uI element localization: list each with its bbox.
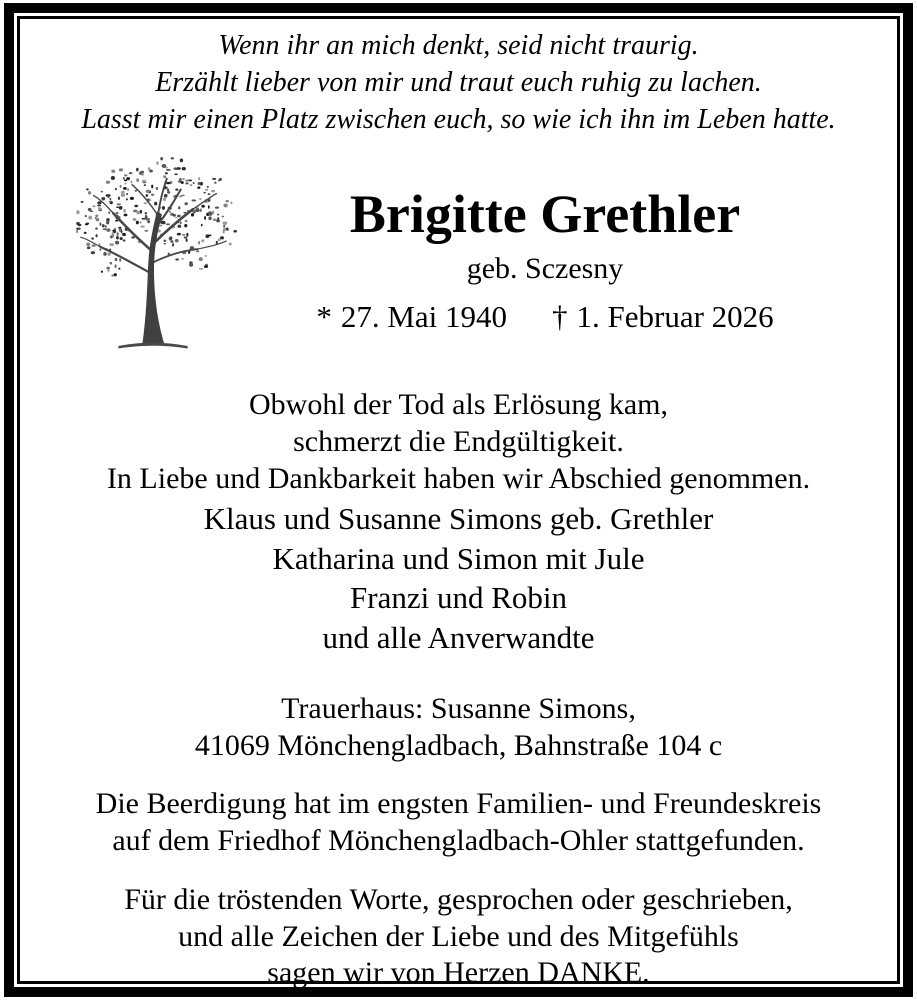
mourner-line: Klaus und Susanne Simons geb. Grethler	[203, 501, 714, 536]
epigraph-line: Erzählt lieber von mir und traut euch ruhig zu lachen.	[155, 67, 762, 98]
thanks-line: sagen wir von Herzen DANKE.	[267, 956, 650, 989]
thanks-line: und alle Zeichen der Liebe und des Mitgefühls	[178, 919, 739, 953]
burial-line: Die Beerdigung hat im engsten Familien- und Freundeskreis	[95, 787, 822, 820]
life-dates	[175, 298, 915, 336]
epigraph	[20, 27, 897, 138]
burial-line: auf dem Friedhof Mönchengladbach-Ohler stattgefunden.	[112, 823, 805, 857]
deceased-name: Brigitte Grethler	[349, 184, 741, 244]
birth-date-group	[316, 299, 507, 334]
mourners-list	[20, 499, 897, 657]
mourner-line: Franzi und Robin	[350, 580, 567, 615]
farewell-message	[20, 386, 897, 497]
farewell-line: In Liebe und Dankbarkeit haben wir Abschied genommen.	[106, 462, 811, 495]
birth-date: 27. Mai 1940	[340, 299, 508, 334]
mourner-line: Katharina und Simon mit Jule	[272, 540, 645, 576]
thanks-message	[20, 882, 897, 992]
death-date-group	[552, 299, 774, 334]
maiden-name: geb. Sczesny	[466, 252, 624, 285]
funeral-home-line: 41069 Mönchengladbach, Bahnstraße 104 c	[194, 729, 723, 762]
epigraph-line: Wenn ihr an mich denkt, seid nicht traurig.	[218, 30, 699, 61]
death-cross-symbol: †	[552, 299, 568, 334]
thanks-line: Für die tröstenden Worte, gesprochen oder geschrieben,	[124, 883, 793, 916]
farewell-line: schmerzt die Endgültigkeit.	[293, 425, 624, 458]
farewell-line: Obwohl der Tod als Erlösung kam,	[249, 388, 668, 421]
tree-ground	[118, 343, 187, 349]
epigraph-line: Lasst mir einen Platz zwischen euch, so wie ich ihn im Leben hatte.	[81, 104, 836, 135]
funeral-home-line: Trauerhaus: Susanne Simons,	[281, 692, 636, 725]
funeral-home-address	[20, 690, 897, 764]
death-date: 1. Februar 2026	[576, 299, 774, 334]
mourner-line: und alle Anverwandte	[322, 619, 595, 655]
birth-star-symbol: *	[316, 299, 332, 334]
burial-notice	[20, 786, 897, 859]
